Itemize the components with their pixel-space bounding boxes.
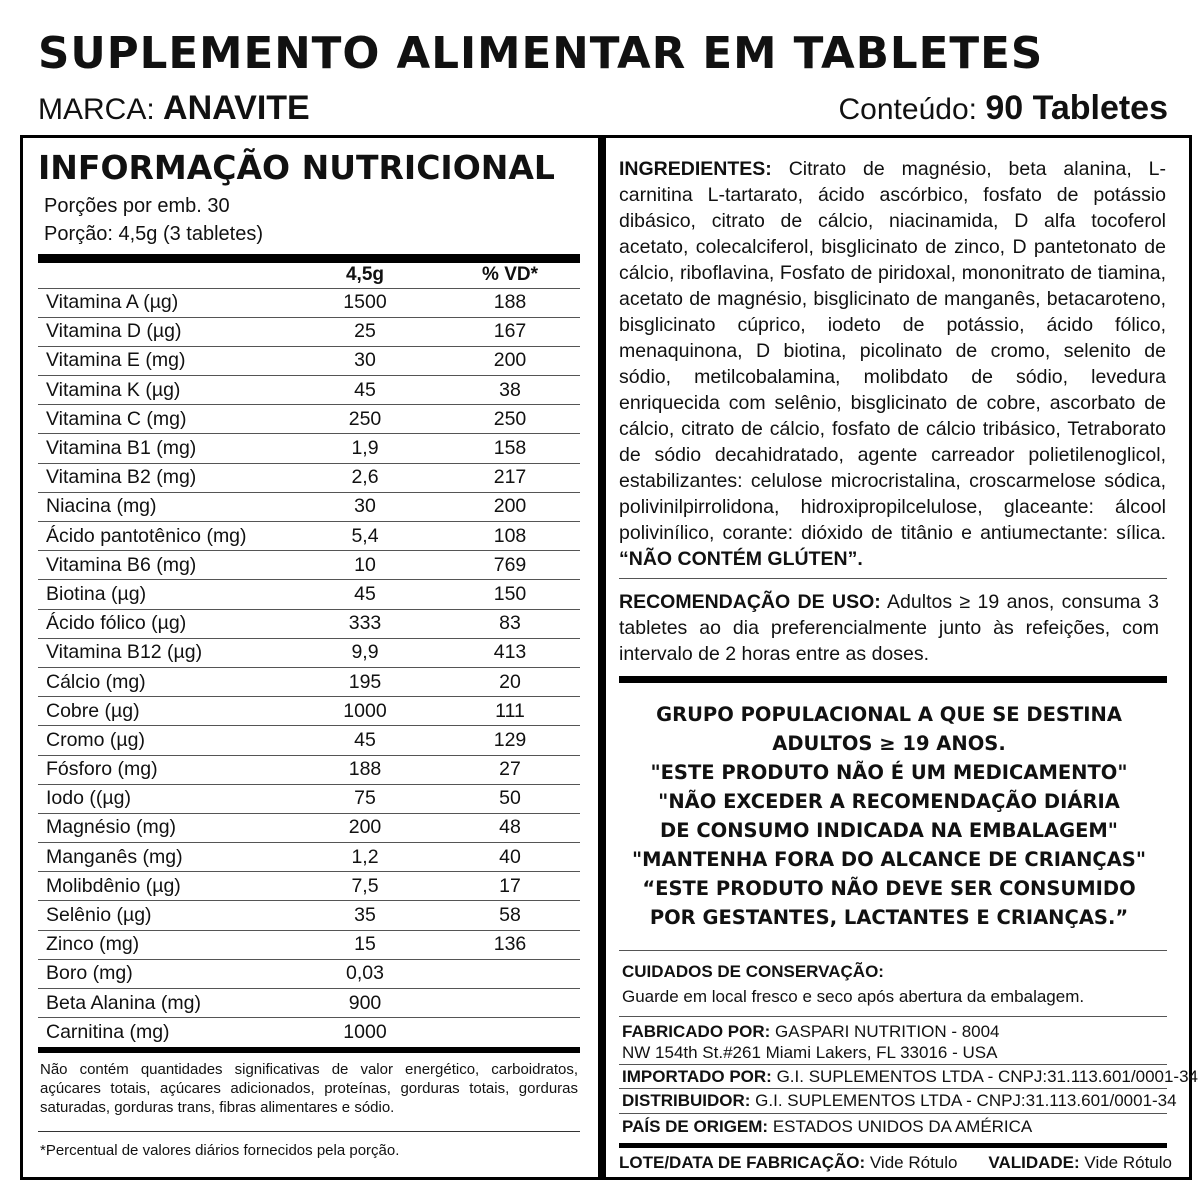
importer-info [622, 1066, 1198, 1088]
nutrient-name: Niacina (mg) [38, 492, 290, 521]
divider [619, 1088, 1167, 1089]
nutrient-name: Carnitina (mg) [46, 1021, 170, 1044]
table-header-row [38, 263, 580, 288]
nutrient-vd: 38 [440, 376, 580, 405]
serving-size: Porção: 4,5g (3 tabletes) [44, 223, 264, 245]
table-row [38, 901, 580, 930]
manufacturer-name: GASPARI NUTRITION - 8004 [770, 1022, 1000, 1041]
nutrient-vd: 129 [440, 726, 580, 755]
warnings-block [619, 700, 1159, 932]
divider [38, 254, 580, 263]
manufacturer-info [622, 1021, 1000, 1063]
nutrition-table-body [38, 288, 580, 1047]
table-row [38, 959, 580, 988]
nutrient-vd: 250 [440, 405, 580, 434]
batch-text: Vide Rótulo [865, 1153, 958, 1172]
table-row [38, 376, 580, 405]
content-line [839, 88, 1168, 130]
nutrient-name: Molibdênio (µg) [38, 872, 290, 901]
nutrient-vd [440, 959, 580, 988]
brand-label: MARCA: [38, 93, 155, 126]
divider [619, 950, 1167, 951]
nutrient-name: Cobre (µg) [38, 697, 290, 726]
nutrient-quantity: 1000 [290, 697, 440, 726]
nutrient-quantity: 1000 [343, 1021, 387, 1044]
nutrient-name: Vitamina D (µg) [38, 317, 290, 346]
table-row [38, 346, 580, 375]
nutrient-quantity: 30 [290, 492, 440, 521]
nutrient-vd: 200 [440, 492, 580, 521]
nutrient-name: Zinco (mg) [38, 930, 290, 959]
nutrient-vd: 769 [440, 551, 580, 580]
nutrient-quantity: 2,6 [290, 463, 440, 492]
nutrient-quantity: 9,9 [290, 638, 440, 667]
nutrient-quantity: 1,9 [290, 434, 440, 463]
nutrient-name: Vitamina C (mg) [38, 405, 290, 434]
table-row [38, 930, 580, 959]
nutrient-quantity: 45 [290, 376, 440, 405]
expiry-info [988, 1152, 1172, 1174]
brand-line [38, 88, 310, 130]
nutrient-vd: 83 [440, 609, 580, 638]
table-row [38, 492, 580, 521]
nutrient-quantity: 7,5 [290, 872, 440, 901]
table-row [38, 288, 580, 317]
nutrient-vd: 136 [440, 930, 580, 959]
warning-line: POR GESTANTES, LACTANTES E CRIANÇAS.” [649, 906, 1129, 929]
nutrient-name: Manganês (mg) [38, 843, 290, 872]
nutrient-vd: 167 [440, 317, 580, 346]
ingredients-list: Citrato de magnésio, beta alanina, L-carnitina L-tartarato, ácido ascórbico, fosfato de potássio dibásico, citrato de cálcio, niacinamida, D alfa tocoferol acetato, colecalciferol, bisglicinato de zinco, D pantetonato de cálcio, riboflavina, Fosfato de piridoxal, mononitrato de tiamina, acetato de magnésio, bisglicinato de manganês, betacaroteno, bisglicinato cúprico, iodeto de potássio, ácido fólico, menaquinona, D biotina, picolinato de cromo, selenito de sódio, metilcobalamina, molibdato de sódio, levedura enriquecida com selênio, bisglicinato de cobre, ascorbato de cálcio, citrato de cálcio, fosfato de cálcio tribásico, Tetraborato de sódio decahidratado, agente carreador polietilenoglicol, estabilizantes: celulose microcristalina, croscarmelose sódica, polivinilpirrolidona, hidroxipropilcelulose, glaceante: álcool polivinílico, corante: dióxido de titânio e antiumectante: sílica. [619, 158, 1166, 544]
warning-line: "ESTE PRODUTO NÃO É UM MEDICAMENTO" [650, 761, 1128, 784]
warning-line: DE CONSUMO INDICADA NA EMBALAGEM" [660, 819, 1118, 842]
usage-recommendation [619, 589, 1159, 667]
table-row [38, 784, 580, 813]
ingredients-label: INGREDIENTES: [619, 158, 772, 180]
nutrient-name: Vitamina B1 (mg) [38, 434, 290, 463]
batch-label: LOTE/DATA DE FABRICAÇÃO: [619, 1153, 866, 1172]
nutrition-footnote: Não contém quantidades significativas de valor energético, carboidratos, açúcares totais, açúcares adicionados, proteínas, gorduras totais, gorduras saturadas, gorduras trans, fibras alimentares e sódio. [40, 1061, 578, 1116]
nutrient-name: Ácido fólico (µg) [38, 609, 290, 638]
nutrient-vd: 40 [440, 843, 580, 872]
nutrient-quantity: 900 [290, 989, 440, 1018]
distributor-info [622, 1090, 1177, 1112]
vertical-divider [598, 135, 606, 1180]
nutrient-vd: 111 [440, 697, 580, 726]
nutrient-quantity: 333 [290, 609, 440, 638]
nutrition-title: INFORMAÇÃO NUTRICIONAL [38, 148, 555, 187]
table-row [38, 551, 580, 580]
nutrient-quantity: 30 [290, 346, 440, 375]
table-row [38, 872, 580, 901]
nutrient-vd: 27 [440, 755, 580, 784]
content-label: Conteúdo: [838, 93, 977, 126]
nutrient-quantity: 250 [290, 405, 440, 434]
nutrient-vd: 413 [440, 638, 580, 667]
importer-label: IMPORTADO POR: [622, 1067, 772, 1086]
divider [38, 1131, 580, 1132]
column-header-quantity: 4,5g [290, 263, 440, 288]
nutrient-vd: 17 [440, 872, 580, 901]
nutrient-vd [440, 989, 580, 1018]
distributor-label: DISTRIBUIDOR: [622, 1091, 751, 1110]
servings-per-package: Porções por emb. 30 [44, 195, 230, 217]
nutrient-vd: 188 [440, 288, 580, 317]
table-row [38, 434, 580, 463]
table-row [38, 755, 580, 784]
divider [38, 1047, 580, 1053]
nutrient-quantity: 25 [290, 317, 440, 346]
divider [619, 1064, 1167, 1065]
table-row [38, 638, 580, 667]
nutrient-name: Vitamina B6 (mg) [38, 551, 290, 580]
batch-info [619, 1152, 957, 1174]
warning-line: “ESTE PRODUTO NÃO DEVE SER CONSUMIDO [642, 877, 1136, 900]
vd-footnote: *Percentual de valores diários fornecidos pela porção. [40, 1142, 400, 1159]
table-row [38, 697, 580, 726]
table-row [38, 463, 580, 492]
nutrient-quantity: 45 [290, 580, 440, 609]
table-row [38, 843, 580, 872]
nutrient-quantity: 10 [290, 551, 440, 580]
origin-text: ESTADOS UNIDOS DA AMÉRICA [768, 1117, 1033, 1136]
nutrient-quantity: 5,4 [290, 522, 440, 551]
usage-text: Adultos ≥ 19 anos, consuma 3 tabletes ao dia preferencialmente junto às refeições, com intervalo de 2 horas entre as doses. [619, 591, 1159, 665]
nutrient-name: Fósforo (mg) [38, 755, 290, 784]
nutrient-name: Iodo ((µg) [38, 784, 290, 813]
warning-line: GRUPO POPULACIONAL A QUE SE DESTINA [656, 703, 1122, 726]
nutrient-name: Vitamina E (mg) [38, 346, 290, 375]
divider [619, 1113, 1167, 1114]
brand-value: ANAVITE [163, 89, 310, 127]
nutrient-name: Vitamina B2 (mg) [38, 463, 290, 492]
expiry-text: Vide Rótulo [1079, 1153, 1172, 1172]
nutrient-name: Boro (mg) [38, 959, 290, 988]
manufacturer-label: FABRICADO POR: [622, 1022, 771, 1041]
nutrient-name: Vitamina B12 (µg) [38, 638, 290, 667]
origin-label: PAÍS DE ORIGEM: [622, 1117, 769, 1136]
divider [619, 578, 1167, 579]
nutrient-quantity: 45 [290, 726, 440, 755]
nutrient-vd: 200 [440, 346, 580, 375]
origin-info [622, 1116, 1032, 1138]
table-row [38, 522, 580, 551]
usage-label: RECOMENDAÇÃO DE USO: [619, 591, 881, 613]
nutrient-name: Cromo (µg) [38, 726, 290, 755]
ingredients-text [619, 156, 1166, 572]
table-row [38, 667, 580, 696]
nutrient-quantity: 35 [290, 901, 440, 930]
nutrient-vd [440, 1018, 580, 1047]
table-row [38, 580, 580, 609]
nutrient-name: Selênio (µg) [38, 901, 290, 930]
nutrient-quantity: 1500 [290, 288, 440, 317]
nutrient-name: Cálcio (mg) [38, 667, 290, 696]
expiry-label: VALIDADE: [988, 1153, 1080, 1172]
nutrient-vd: 150 [440, 580, 580, 609]
nutrient-vd: 158 [440, 434, 580, 463]
nutrient-vd: 108 [440, 522, 580, 551]
warning-line: "MANTENHA FORA DO ALCANCE DE CRIANÇAS" [631, 848, 1147, 871]
nutrient-quantity: 0,03 [290, 959, 440, 988]
warning-line: "NÃO EXCEDER A RECOMENDAÇÃO DIÁRIA [658, 790, 1120, 813]
table-row [38, 1018, 580, 1047]
nutrient-quantity: 75 [290, 784, 440, 813]
nutrient-name: Magnésio (mg) [38, 813, 290, 842]
nutrition-table [38, 263, 580, 1047]
nutrient-name: Ácido pantotênico (mg) [38, 522, 290, 551]
nutrient-vd: 50 [440, 784, 580, 813]
nutrient-vd: 58 [440, 901, 580, 930]
column-header-nutrient [38, 263, 290, 288]
content-value: 90 Tabletes [985, 89, 1168, 127]
nutrient-quantity: 195 [290, 667, 440, 696]
storage-label: CUIDADOS DE CONSERVAÇÃO: [622, 962, 884, 981]
column-header-vd: % VD* [440, 263, 580, 288]
nutrient-name: Vitamina K (µg) [38, 376, 290, 405]
table-row [38, 813, 580, 842]
importer-text: G.I. SUPLEMENTOS LTDA - CNPJ:31.113.601/0001-34 [771, 1067, 1198, 1086]
distributor-text: G.I. SUPLEMENTOS LTDA - CNPJ:31.113.601/0001-34 [750, 1091, 1177, 1110]
product-title: SUPLEMENTO ALIMENTAR EM TABLETES [38, 28, 1044, 79]
nutrient-name: Vitamina A (µg) [38, 288, 290, 317]
divider [619, 1143, 1167, 1148]
storage-text: Guarde em local fresco e seco após abertura da embalagem. [622, 987, 1085, 1006]
nutrient-quantity: 188 [290, 755, 440, 784]
table-row [38, 726, 580, 755]
gluten-statement: “NÃO CONTÉM GLÚTEN”. [619, 548, 863, 570]
nutrient-name: Beta Alanina (mg) [38, 989, 290, 1018]
nutrient-vd: 20 [440, 667, 580, 696]
table-row [38, 989, 580, 1018]
warning-line: ADULTOS ≥ 19 ANOS. [772, 732, 1006, 755]
nutrient-name: Biotina (µg) [38, 580, 290, 609]
table-row [38, 609, 580, 638]
nutrient-vd: 217 [440, 463, 580, 492]
table-row [38, 405, 580, 434]
nutrient-quantity: 15 [290, 930, 440, 959]
manufacturer-address: NW 154th St.#261 Miami Lakers, FL 33016 - USA [622, 1043, 998, 1062]
divider [619, 676, 1167, 683]
nutrient-quantity: 200 [290, 813, 440, 842]
nutrient-quantity: 1,2 [290, 843, 440, 872]
table-row [38, 317, 580, 346]
nutrient-vd: 48 [440, 813, 580, 842]
divider [619, 1016, 1167, 1017]
